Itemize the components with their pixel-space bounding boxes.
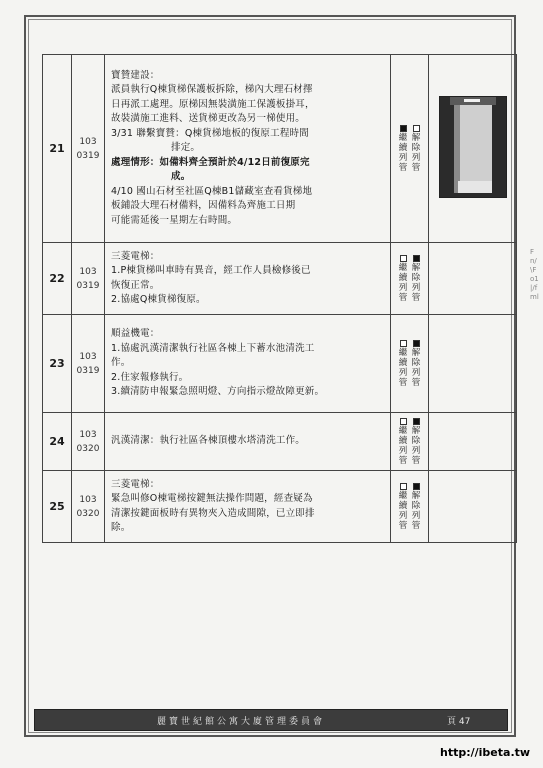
item-number: 25: [43, 471, 72, 543]
date-monthday: 0319: [76, 280, 100, 291]
release-tracking-label: 解除列管: [411, 132, 421, 173]
item-photo-cell: [429, 243, 517, 315]
continue-tracking-label: 繼續列管: [398, 132, 408, 173]
detail-line: 作。: [111, 357, 131, 369]
release-tracking-label: 解除列管: [411, 425, 421, 466]
continue-tracking-option[interactable]: [398, 483, 408, 531]
tracking-status: [391, 55, 429, 243]
detail-line: 1.P棟貨梯叫車時有異音，經工作人員檢修後已: [111, 265, 311, 276]
release-tracking-checkbox[interactable]: [413, 125, 420, 132]
item-photo-cell: [429, 413, 517, 471]
detail-line: 除。: [111, 522, 131, 533]
continue-tracking-label: 繼續列管: [398, 347, 408, 388]
detail-line: 處理情形：如備料齊全預計於4/12日前復原完: [111, 156, 310, 168]
page-footer: [34, 709, 508, 731]
binding-side-mark: Fn/\Fo1|/fml: [530, 248, 539, 301]
tracking-status: [391, 413, 429, 471]
detail-line: 3/31 聯繫寶贊：Q棟貨梯地板的復原工程時間: [111, 127, 309, 139]
detail-line: 2.住家報修執行。: [111, 371, 189, 383]
item-date: [72, 315, 105, 413]
detail-line: 清潔按鍵面板時有異物夾入造成間隙，已立即排: [111, 507, 315, 519]
item-date: [72, 471, 105, 543]
date-year: 103: [79, 351, 97, 362]
release-tracking-label: 解除列管: [411, 490, 421, 531]
release-tracking-checkbox[interactable]: [413, 255, 420, 262]
item-number: 22: [43, 243, 72, 315]
date-year: 103: [79, 429, 97, 440]
detail-line: 日再派工處理。原梯因無裝潢施工保護板掛耳，: [111, 98, 315, 110]
item-detail: [105, 243, 391, 315]
release-tracking-option[interactable]: [411, 483, 421, 531]
date-year: 103: [79, 136, 97, 147]
date-year: 103: [79, 494, 97, 505]
item-detail: [105, 55, 391, 243]
table-row: [43, 243, 517, 315]
continue-tracking-checkbox[interactable]: [400, 418, 407, 425]
detail-line: 1.協處汎漢清潔執行社區各棟上下蓄水池清洗工: [111, 342, 315, 354]
item-detail: [105, 471, 391, 543]
continue-tracking-label: 繼續列管: [398, 262, 408, 303]
table-row: [43, 413, 517, 471]
continue-tracking-option[interactable]: [398, 340, 408, 388]
date-monthday: 0320: [76, 443, 100, 454]
item-number: 21: [43, 55, 72, 243]
release-tracking-option[interactable]: [411, 255, 421, 303]
continue-tracking-label: 繼續列管: [398, 425, 408, 466]
release-tracking-checkbox[interactable]: [413, 418, 420, 425]
release-tracking-label: 解除列管: [411, 347, 421, 388]
continue-tracking-label: 繼續列管: [398, 490, 408, 531]
release-tracking-option[interactable]: [411, 340, 421, 388]
item-photo-cell: [429, 471, 517, 543]
detail-line: 故裝潢施工進料、送貨梯更改為另一梯使用。: [111, 113, 306, 125]
elevator-photo: [439, 96, 507, 198]
detail-line: 緊急叫修O棟電梯按鍵無法操作問題，經查疑為: [111, 493, 313, 504]
continue-tracking-option[interactable]: [398, 418, 408, 466]
detail-line: 三菱電梯：: [111, 478, 160, 490]
detail-line: 恢復正常。: [111, 279, 160, 291]
detail-line: 汎漢清潔：執行社區各棟頂樓水塔清洗工作。: [111, 435, 306, 447]
detail-line: 三菱電梯：: [111, 250, 160, 262]
continue-tracking-checkbox[interactable]: [400, 125, 407, 132]
item-date: [72, 55, 105, 243]
detail-line: 板鋪設大理石材備料，因備料為齊施工日期: [111, 200, 296, 212]
item-number: 23: [43, 315, 72, 413]
release-tracking-checkbox[interactable]: [413, 340, 420, 347]
detail-line: 順益機電：: [111, 328, 160, 340]
item-photo-cell: [429, 315, 517, 413]
release-tracking-label: 解除列管: [411, 262, 421, 303]
date-monthday: 0319: [76, 150, 100, 161]
item-date: [72, 243, 105, 315]
detail-line: 寶贊建設：: [111, 69, 160, 81]
date-monthday: 0320: [76, 508, 100, 519]
item-detail: [105, 315, 391, 413]
date-year: 103: [79, 266, 97, 277]
tracking-status: [391, 243, 429, 315]
table-row: [43, 471, 517, 543]
item-date: [72, 413, 105, 471]
continue-tracking-option[interactable]: [398, 255, 408, 303]
detail-line: 成。: [171, 171, 191, 183]
item-detail: [105, 413, 391, 471]
continue-tracking-checkbox[interactable]: [400, 483, 407, 490]
detail-line: 3.續清防申報緊急照明燈、方向指示燈故障更新。: [111, 386, 325, 398]
release-tracking-checkbox[interactable]: [413, 483, 420, 490]
detail-line: 派員執行Q棟貨梯保護板拆除，梯內大理石材擇: [111, 84, 313, 96]
detail-line: 排定。: [171, 142, 201, 154]
item-number: 24: [43, 413, 72, 471]
tracking-table: [42, 54, 517, 543]
continue-tracking-checkbox[interactable]: [400, 255, 407, 262]
site-watermark: http://ibeta.tw: [440, 746, 531, 759]
committee-name: 麗寶世紀館公寓大廈管理委員會: [156, 716, 325, 727]
table-row: [43, 315, 517, 413]
release-tracking-option[interactable]: [411, 418, 421, 466]
continue-tracking-option[interactable]: [398, 125, 408, 173]
page-number: 頁 47: [447, 716, 471, 727]
detail-line: 2.協處Q棟貨梯復原。: [111, 294, 206, 305]
detail-line: 可能需延後一星期左右時間。: [111, 214, 238, 226]
tracking-status: [391, 471, 429, 543]
item-photo-cell: [429, 55, 517, 243]
date-monthday: 0319: [76, 365, 100, 376]
tracking-status: [391, 315, 429, 413]
detail-line: 4/10 國山石材至社區Q棟B1儲藏室查看貨梯地: [111, 185, 313, 197]
continue-tracking-checkbox[interactable]: [400, 340, 407, 347]
release-tracking-option[interactable]: [411, 125, 421, 173]
table-row: [43, 55, 517, 243]
